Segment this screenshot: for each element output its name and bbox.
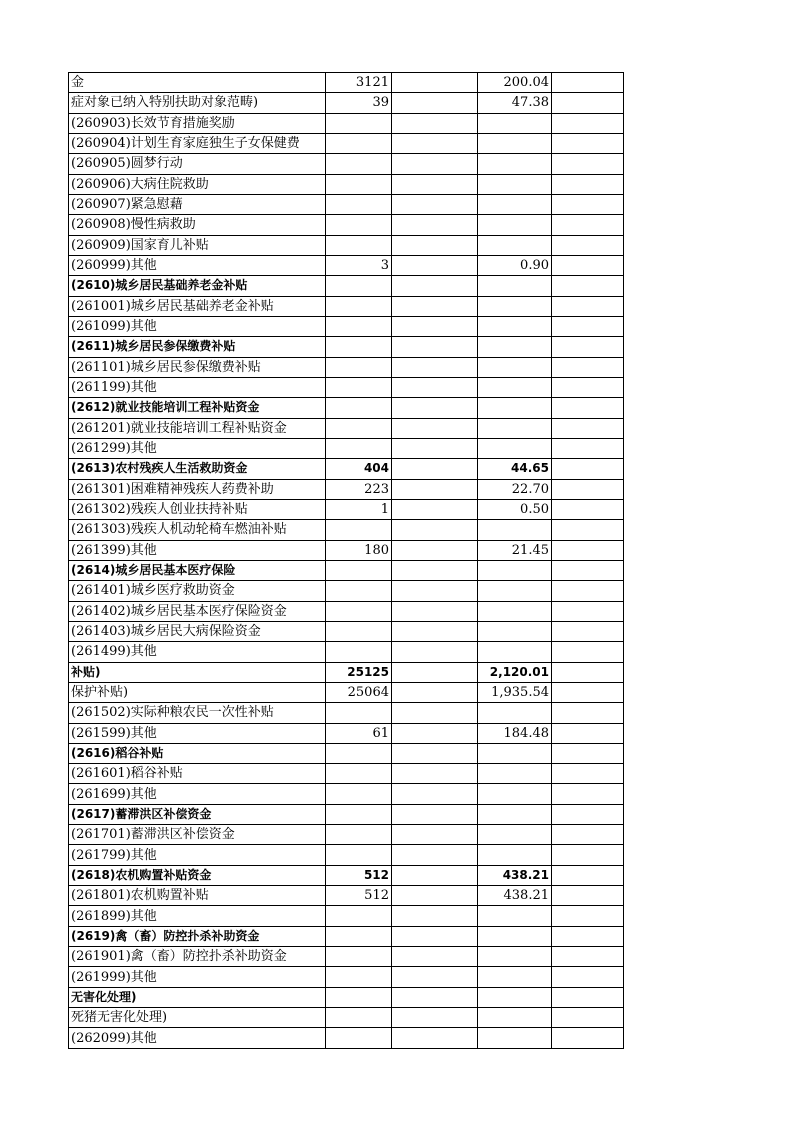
- blank-cell: [392, 499, 478, 519]
- category-row: [69, 662, 624, 682]
- table-row: [69, 357, 624, 377]
- item-name-cell: (261201)就业技能培训工程补贴资金: [69, 418, 326, 438]
- remark-cell: [552, 438, 624, 458]
- table-row: [69, 499, 624, 519]
- item-name-cell: (261799)其他: [69, 845, 326, 865]
- remark-cell: [552, 886, 624, 906]
- item-name-cell: (261199)其他: [69, 377, 326, 397]
- item-name-cell: (2614)城乡居民基本医疗保险: [69, 560, 326, 580]
- blank-cell: [392, 520, 478, 540]
- item-name-cell: (261499)其他: [69, 642, 326, 662]
- remark-cell: [552, 133, 624, 153]
- blank-cell: [392, 642, 478, 662]
- amount-cell: [478, 337, 552, 357]
- count-cell: [326, 357, 392, 377]
- category-row: [69, 743, 624, 763]
- amount-cell: 44.65: [478, 459, 552, 479]
- count-cell: [326, 560, 392, 580]
- item-name-cell: (260907)紧急慰藉: [69, 194, 326, 214]
- amount-cell: [478, 845, 552, 865]
- amount-cell: [478, 113, 552, 133]
- table-row: [69, 520, 624, 540]
- amount-cell: 0.90: [478, 255, 552, 275]
- count-cell: [326, 947, 392, 967]
- remark-cell: [552, 377, 624, 397]
- table-row: [69, 621, 624, 641]
- blank-cell: [392, 784, 478, 804]
- count-cell: [326, 133, 392, 153]
- remark-cell: [552, 459, 624, 479]
- remark-cell: [552, 560, 624, 580]
- item-name-cell: (261601)稻谷补贴: [69, 764, 326, 784]
- table-row: [69, 703, 624, 723]
- amount-cell: [478, 967, 552, 987]
- count-cell: [326, 967, 392, 987]
- count-cell: [326, 621, 392, 641]
- blank-cell: [392, 357, 478, 377]
- table-row: [69, 540, 624, 560]
- count-cell: [326, 520, 392, 540]
- category-row: [69, 865, 624, 885]
- remark-cell: [552, 845, 624, 865]
- amount-cell: [478, 560, 552, 580]
- item-name-cell: (2618)农机购置补贴资金: [69, 865, 326, 885]
- amount-cell: 47.38: [478, 93, 552, 113]
- table-row: [69, 438, 624, 458]
- item-name-cell: (260904)计划生育家庭独生子女保健费: [69, 133, 326, 153]
- count-cell: [326, 276, 392, 296]
- category-row: [69, 337, 624, 357]
- amount-cell: [478, 174, 552, 194]
- remark-cell: [552, 398, 624, 418]
- item-name-cell: (2619)禽（畜）防控扑杀补助资金: [69, 926, 326, 946]
- remark-cell: [552, 926, 624, 946]
- amount-cell: 184.48: [478, 723, 552, 743]
- count-cell: [326, 174, 392, 194]
- item-name-cell: (261502)实际种粮农民一次性补贴: [69, 703, 326, 723]
- count-cell: [326, 987, 392, 1007]
- blank-cell: [392, 316, 478, 336]
- count-cell: [326, 845, 392, 865]
- amount-cell: 438.21: [478, 865, 552, 885]
- blank-cell: [392, 174, 478, 194]
- table-row: [69, 723, 624, 743]
- amount-cell: [478, 1008, 552, 1028]
- remark-cell: [552, 1028, 624, 1048]
- remark-cell: [552, 194, 624, 214]
- item-name-cell: (260905)圆梦行动: [69, 154, 326, 174]
- amount-cell: [478, 235, 552, 255]
- blank-cell: [392, 967, 478, 987]
- item-name-cell: 补贴): [69, 662, 326, 682]
- table-row: [69, 194, 624, 214]
- item-name-cell: (261302)残疾人创业扶持补贴: [69, 499, 326, 519]
- count-cell: [326, 194, 392, 214]
- blank-cell: [392, 337, 478, 357]
- count-cell: 180: [326, 540, 392, 560]
- item-name-cell: (261899)其他: [69, 906, 326, 926]
- subsidy-table: [68, 72, 624, 1049]
- amount-cell: 2,120.01: [478, 662, 552, 682]
- remark-cell: [552, 418, 624, 438]
- table-row: [69, 581, 624, 601]
- amount-cell: [478, 621, 552, 641]
- count-cell: [326, 438, 392, 458]
- remark-cell: [552, 804, 624, 824]
- remark-cell: [552, 601, 624, 621]
- subsidy-table-body: [69, 73, 624, 1049]
- table-row: [69, 418, 624, 438]
- remark-cell: [552, 581, 624, 601]
- amount-cell: [478, 418, 552, 438]
- amount-cell: 0.50: [478, 499, 552, 519]
- item-name-cell: (261999)其他: [69, 967, 326, 987]
- count-cell: [326, 1028, 392, 1048]
- table-row: [69, 174, 624, 194]
- count-cell: [326, 804, 392, 824]
- amount-cell: [478, 703, 552, 723]
- amount-cell: [478, 215, 552, 235]
- count-cell: [326, 418, 392, 438]
- item-name-cell: (2617)蓄滞洪区补偿资金: [69, 804, 326, 824]
- blank-cell: [392, 764, 478, 784]
- blank-cell: [392, 113, 478, 133]
- amount-cell: [478, 601, 552, 621]
- category-row: [69, 804, 624, 824]
- blank-cell: [392, 906, 478, 926]
- amount-cell: [478, 520, 552, 540]
- remark-cell: [552, 499, 624, 519]
- amount-cell: 200.04: [478, 73, 552, 93]
- remark-cell: [552, 906, 624, 926]
- count-cell: 39: [326, 93, 392, 113]
- item-name-cell: (261403)城乡居民大病保险资金: [69, 621, 326, 641]
- table-row: [69, 377, 624, 397]
- category-row: [69, 987, 624, 1007]
- blank-cell: [392, 743, 478, 763]
- blank-cell: [392, 581, 478, 601]
- amount-cell: [478, 804, 552, 824]
- blank-cell: [392, 662, 478, 682]
- item-name-cell: (260909)国家育儿补贴: [69, 235, 326, 255]
- remark-cell: [552, 93, 624, 113]
- amount-cell: [478, 296, 552, 316]
- amount-cell: [478, 825, 552, 845]
- count-cell: [326, 113, 392, 133]
- remark-cell: [552, 967, 624, 987]
- item-name-cell: (260903)长效节育措施奖励: [69, 113, 326, 133]
- count-cell: [326, 906, 392, 926]
- blank-cell: [392, 825, 478, 845]
- category-row: [69, 276, 624, 296]
- amount-cell: [478, 357, 552, 377]
- blank-cell: [392, 418, 478, 438]
- blank-cell: [392, 133, 478, 153]
- remark-cell: [552, 540, 624, 560]
- blank-cell: [392, 296, 478, 316]
- count-cell: 61: [326, 723, 392, 743]
- amount-cell: [478, 926, 552, 946]
- count-cell: [326, 398, 392, 418]
- blank-cell: [392, 459, 478, 479]
- blank-cell: [392, 215, 478, 235]
- blank-cell: [392, 377, 478, 397]
- remark-cell: [552, 784, 624, 804]
- remark-cell: [552, 73, 624, 93]
- count-cell: 25064: [326, 682, 392, 702]
- blank-cell: [392, 1008, 478, 1028]
- blank-cell: [392, 438, 478, 458]
- amount-cell: 21.45: [478, 540, 552, 560]
- count-cell: 404: [326, 459, 392, 479]
- table-row: [69, 296, 624, 316]
- item-name-cell: (261099)其他: [69, 316, 326, 336]
- blank-cell: [392, 804, 478, 824]
- remark-cell: [552, 947, 624, 967]
- count-cell: 1: [326, 499, 392, 519]
- item-name-cell: (261401)城乡医疗救助资金: [69, 581, 326, 601]
- table-row: [69, 133, 624, 153]
- item-name-cell: (261402)城乡居民基本医疗保险资金: [69, 601, 326, 621]
- remark-cell: [552, 215, 624, 235]
- blank-cell: [392, 276, 478, 296]
- amount-cell: [478, 276, 552, 296]
- amount-cell: [478, 377, 552, 397]
- item-name-cell: (260906)大病住院救助: [69, 174, 326, 194]
- remark-cell: [552, 1008, 624, 1028]
- remark-cell: [552, 865, 624, 885]
- blank-cell: [392, 560, 478, 580]
- count-cell: [326, 703, 392, 723]
- item-name-cell: 死猪无害化处理): [69, 1008, 326, 1028]
- blank-cell: [392, 479, 478, 499]
- blank-cell: [392, 255, 478, 275]
- blank-cell: [392, 865, 478, 885]
- remark-cell: [552, 764, 624, 784]
- remark-cell: [552, 276, 624, 296]
- item-name-cell: (2616)稻谷补贴: [69, 743, 326, 763]
- count-cell: 512: [326, 886, 392, 906]
- table-row: [69, 1028, 624, 1048]
- count-cell: 512: [326, 865, 392, 885]
- count-cell: 3121: [326, 73, 392, 93]
- blank-cell: [392, 845, 478, 865]
- amount-cell: [478, 438, 552, 458]
- item-name-cell: (261699)其他: [69, 784, 326, 804]
- blank-cell: [392, 93, 478, 113]
- item-name-cell: (261001)城乡居民基础养老金补贴: [69, 296, 326, 316]
- amount-cell: [478, 1028, 552, 1048]
- amount-cell: [478, 987, 552, 1007]
- blank-cell: [392, 926, 478, 946]
- count-cell: [326, 642, 392, 662]
- amount-cell: [478, 194, 552, 214]
- table-row: [69, 154, 624, 174]
- table-row: [69, 73, 624, 93]
- table-row: [69, 784, 624, 804]
- amount-cell: [478, 947, 552, 967]
- remark-cell: [552, 703, 624, 723]
- count-cell: [326, 764, 392, 784]
- category-row: [69, 398, 624, 418]
- category-row: [69, 560, 624, 580]
- table-row: [69, 825, 624, 845]
- item-name-cell: (260908)慢性病救助: [69, 215, 326, 235]
- amount-cell: 22.70: [478, 479, 552, 499]
- item-name-cell: (2612)就业技能培训工程补贴资金: [69, 398, 326, 418]
- table-row: [69, 255, 624, 275]
- count-cell: [326, 377, 392, 397]
- item-name-cell: 金: [69, 73, 326, 93]
- blank-cell: [392, 73, 478, 93]
- table-row: [69, 93, 624, 113]
- item-name-cell: (261801)农机购置补贴: [69, 886, 326, 906]
- remark-cell: [552, 337, 624, 357]
- blank-cell: [392, 886, 478, 906]
- amount-cell: 438.21: [478, 886, 552, 906]
- amount-cell: [478, 581, 552, 601]
- amount-cell: [478, 764, 552, 784]
- blank-cell: [392, 540, 478, 560]
- count-cell: 25125: [326, 662, 392, 682]
- table-row: [69, 967, 624, 987]
- blank-cell: [392, 601, 478, 621]
- table-row: [69, 682, 624, 702]
- remark-cell: [552, 296, 624, 316]
- amount-cell: [478, 154, 552, 174]
- blank-cell: [392, 621, 478, 641]
- count-cell: [326, 215, 392, 235]
- remark-cell: [552, 479, 624, 499]
- table-row: [69, 601, 624, 621]
- item-name-cell: 症对象已纳入特别扶助对象范畴): [69, 93, 326, 113]
- remark-cell: [552, 987, 624, 1007]
- count-cell: [326, 1008, 392, 1028]
- remark-cell: [552, 255, 624, 275]
- item-name-cell: (2611)城乡居民参保缴费补贴: [69, 337, 326, 357]
- remark-cell: [552, 113, 624, 133]
- item-name-cell: 保护补贴): [69, 682, 326, 702]
- count-cell: [326, 926, 392, 946]
- blank-cell: [392, 398, 478, 418]
- remark-cell: [552, 743, 624, 763]
- item-name-cell: (262099)其他: [69, 1028, 326, 1048]
- count-cell: [326, 316, 392, 336]
- table-row: [69, 947, 624, 967]
- remark-cell: [552, 520, 624, 540]
- blank-cell: [392, 235, 478, 255]
- count-cell: [326, 296, 392, 316]
- amount-cell: [478, 316, 552, 336]
- table-row: [69, 845, 624, 865]
- remark-cell: [552, 682, 624, 702]
- blank-cell: [392, 987, 478, 1007]
- table-row: [69, 642, 624, 662]
- item-name-cell: (261901)禽（畜）防控扑杀补助资金: [69, 947, 326, 967]
- remark-cell: [552, 662, 624, 682]
- item-name-cell: (261701)蓄滞洪区补偿资金: [69, 825, 326, 845]
- item-name-cell: (2613)农村残疾人生活救助资金: [69, 459, 326, 479]
- amount-cell: [478, 398, 552, 418]
- table-row: [69, 235, 624, 255]
- category-row: [69, 459, 624, 479]
- blank-cell: [392, 947, 478, 967]
- amount-cell: [478, 784, 552, 804]
- count-cell: 3: [326, 255, 392, 275]
- category-row: [69, 926, 624, 946]
- item-name-cell: (261303)残疾人机动轮椅车燃油补贴: [69, 520, 326, 540]
- count-cell: [326, 235, 392, 255]
- table-row: [69, 1008, 624, 1028]
- remark-cell: [552, 235, 624, 255]
- remark-cell: [552, 825, 624, 845]
- remark-cell: [552, 316, 624, 336]
- item-name-cell: (261101)城乡居民参保缴费补贴: [69, 357, 326, 377]
- amount-cell: [478, 743, 552, 763]
- count-cell: [326, 825, 392, 845]
- count-cell: [326, 337, 392, 357]
- remark-cell: [552, 621, 624, 641]
- blank-cell: [392, 1028, 478, 1048]
- table-row: [69, 886, 624, 906]
- table-row: [69, 316, 624, 336]
- count-cell: [326, 743, 392, 763]
- remark-cell: [552, 723, 624, 743]
- table-row: [69, 215, 624, 235]
- item-name-cell: (261299)其他: [69, 438, 326, 458]
- amount-cell: [478, 906, 552, 926]
- count-cell: [326, 601, 392, 621]
- blank-cell: [392, 194, 478, 214]
- blank-cell: [392, 703, 478, 723]
- count-cell: [326, 784, 392, 804]
- table-row: [69, 113, 624, 133]
- blank-cell: [392, 154, 478, 174]
- item-name-cell: (2610)城乡居民基础养老金补贴: [69, 276, 326, 296]
- count-cell: [326, 581, 392, 601]
- blank-cell: [392, 682, 478, 702]
- amount-cell: 1,935.54: [478, 682, 552, 702]
- item-name-cell: 无害化处理): [69, 987, 326, 1007]
- count-cell: 223: [326, 479, 392, 499]
- item-name-cell: (261301)困难精神残疾人药费补助: [69, 479, 326, 499]
- amount-cell: [478, 642, 552, 662]
- item-name-cell: (261399)其他: [69, 540, 326, 560]
- remark-cell: [552, 642, 624, 662]
- remark-cell: [552, 154, 624, 174]
- amount-cell: [478, 133, 552, 153]
- table-row: [69, 764, 624, 784]
- item-name-cell: (261599)其他: [69, 723, 326, 743]
- remark-cell: [552, 174, 624, 194]
- count-cell: [326, 154, 392, 174]
- table-row: [69, 479, 624, 499]
- table-row: [69, 906, 624, 926]
- remark-cell: [552, 357, 624, 377]
- item-name-cell: (260999)其他: [69, 255, 326, 275]
- blank-cell: [392, 723, 478, 743]
